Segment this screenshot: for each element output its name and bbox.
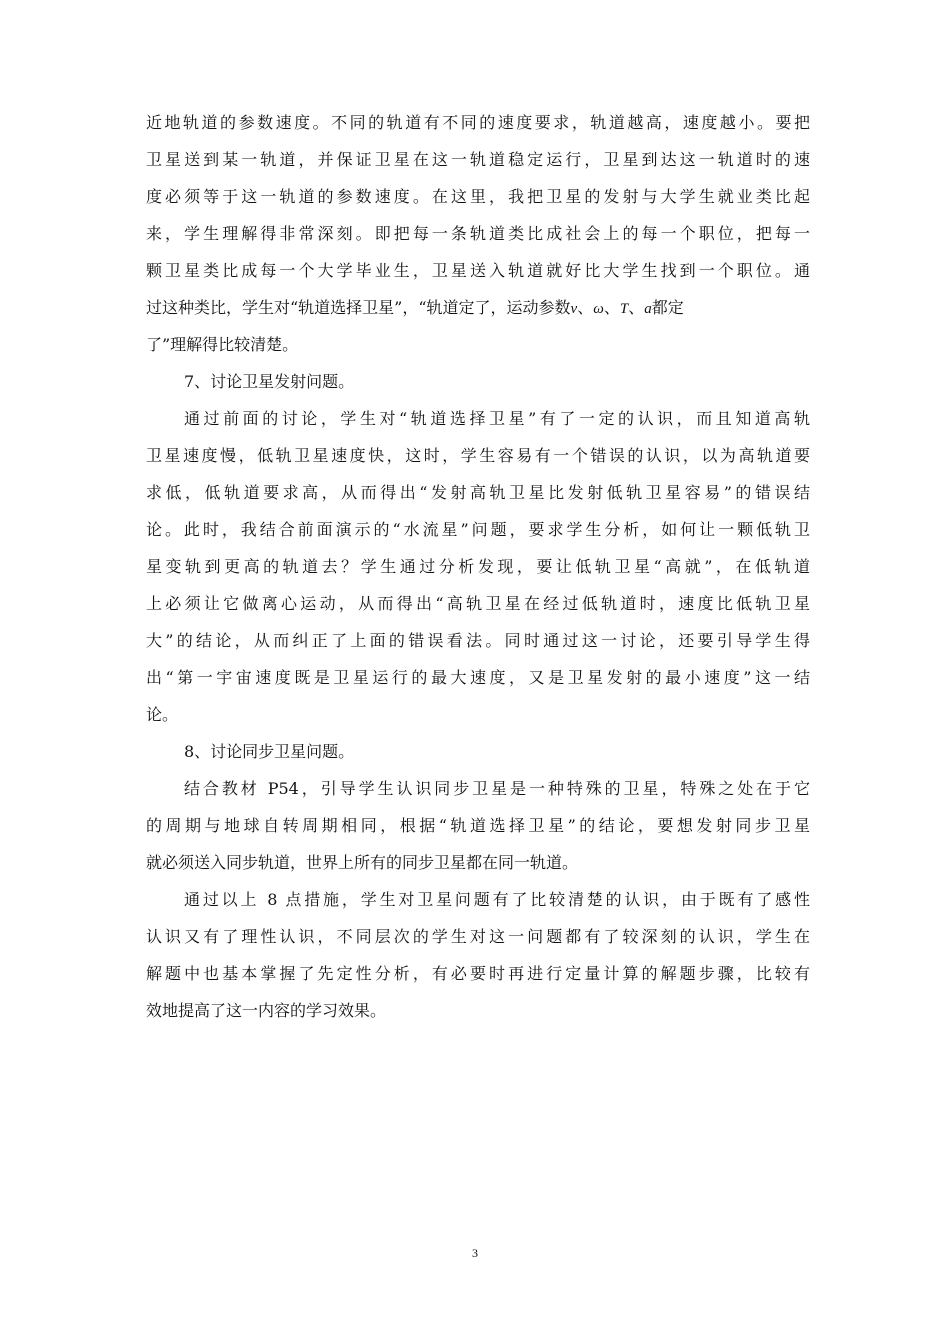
separator: 、 xyxy=(628,298,645,317)
text-line: 通过前面的讨论，学生对“轨道选择卫星”有了一定的认识，而且知道高轨 xyxy=(184,409,810,428)
text-line: 来，学生理解得非常深刻。即把每一条轨道类比成社会上的每一个职位，把每一 xyxy=(146,224,810,243)
text-line: 了”理解得比较清楚。 xyxy=(146,335,299,354)
text-line-with-formula xyxy=(146,289,810,326)
angular-velocity-symbol: ω xyxy=(593,301,604,317)
formula-line-tail: 都定 xyxy=(651,298,684,317)
text-line: 就必须送入同步轨道，世界上所有的同步卫星都在同一轨道。 xyxy=(146,853,579,872)
text-line: 大”的结论，从而纠正了上面的错误看法。同时通过这一讨论，还要引导学生得 xyxy=(146,631,810,650)
page-number: 3 xyxy=(472,1246,478,1260)
text-line: 出“第一宇宙速度既是卫星运行的最大速度，又是卫星发射的最小速度”这一结 xyxy=(146,668,810,687)
text-line: 认识又有了理性认识，不同层次的学生对这一问题都有了较深刻的认识，学生在 xyxy=(146,927,810,946)
text-line: 结合教材 P54，引导学生认识同步卫星是一种特殊的卫星，特殊之处在于它 xyxy=(184,779,810,798)
text-line: 卫星送到某一轨道，并保证卫星在这一轨道稳定运行，卫星到达这一轨道时的速 xyxy=(146,150,810,169)
page-body xyxy=(146,104,810,1029)
text-line: 论。 xyxy=(146,705,179,724)
separator: 、 xyxy=(603,298,620,317)
section-heading-7: 7、讨论卫星发射问题。 xyxy=(184,372,355,391)
acceleration-symbol: a xyxy=(644,301,652,317)
text-line: 的周期与地球自转周期相同，根据“轨道选择卫星”的结论，要想发射同步卫星 xyxy=(146,816,810,835)
period-symbol: T xyxy=(619,301,629,317)
text-line: 求低，低轨道要求高，从而得出“发射高轨卫星比发射低轨卫星容易”的错误结 xyxy=(146,483,810,502)
section-heading-8: 8、讨论同步卫星问题。 xyxy=(184,742,355,761)
text-line: 颗卫星类比成每一个大学毕业生，卫星送入轨道就好比大学生找到一个职位。通 xyxy=(146,261,810,280)
text-line: 效地提高了这一内容的学习效果。 xyxy=(146,1001,387,1020)
text-line: 解题中也基本掌握了先定性分析，有必要时再进行定量计算的解题步骤，比较有 xyxy=(146,964,810,983)
text-line: 星变轨到更高的轨道去？学生通过分析发现，要让低轨卫星“高就”，在低轨道 xyxy=(146,557,810,576)
text-line: 卫星速度慢，低轨卫星速度快，这时，学生容易有一个错误的认识，以为高轨道要 xyxy=(146,446,810,465)
text-line: 近地轨道的参数速度。不同的轨道有不同的速度要求，轨道越高，速度越小。要把 xyxy=(146,113,810,132)
text-line: 上必须让它做离心运动，从而得出“高轨卫星在经过低轨道时，速度比低轨卫星 xyxy=(146,594,810,613)
text-line: 度必须等于这一轨道的参数速度。在这里，我把卫星的发射与大学生就业类比起 xyxy=(146,187,810,206)
separator: 、 xyxy=(577,298,594,317)
formula-line-text: 过这种类比，学生对“轨道选择卫星”，“轨道定了，运动参数 xyxy=(146,298,571,317)
text-line: 通过以上 8 点措施，学生对卫星问题有了比较清楚的认识，由于既有了感性 xyxy=(184,890,810,909)
velocity-symbol: v xyxy=(570,301,578,317)
text-line: 论。此时，我结合前面演示的“水流星”问题，要求学生分析，如何让一颗低轨卫 xyxy=(146,520,810,539)
